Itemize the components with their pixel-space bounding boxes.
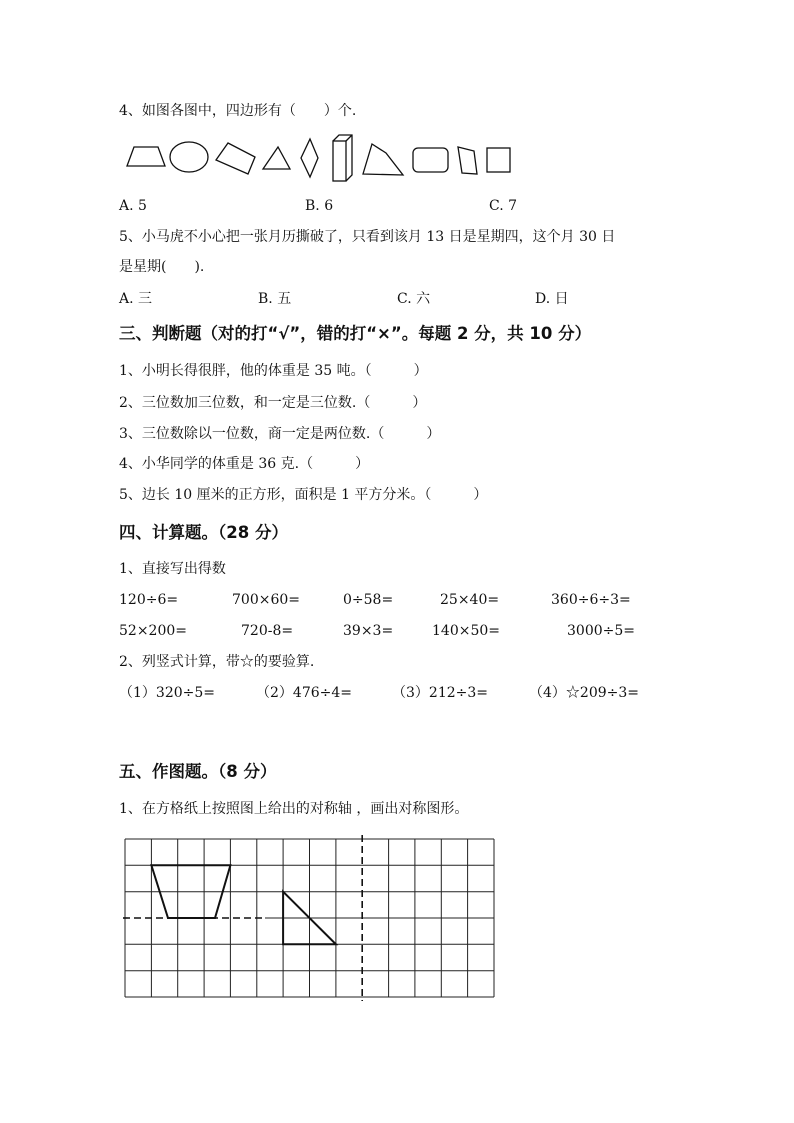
triangle-shape <box>263 147 290 169</box>
section5-heading: 五、作图题。（8 分） <box>119 762 277 781</box>
calc-r1-c2: 700×60= <box>232 592 300 608</box>
trapezoid-shape <box>127 147 165 166</box>
q5-stem-line2: 是星期( ). <box>119 259 205 275</box>
rhombus-shape <box>301 139 318 177</box>
section4-sub1: 1、直接写出得数 <box>119 561 226 577</box>
vertical-calc-2: （2）476÷4= <box>256 685 352 701</box>
section5-sub1: 1、在方格纸上按照图上给出的对称轴 ，画出对称图形。 <box>119 801 469 817</box>
q4-option-b: B. 6 <box>305 198 334 214</box>
vertical-calc-4: （4）☆209÷3= <box>529 685 639 701</box>
calc-r2-c5: 3000÷5= <box>567 623 635 639</box>
q5-stem-line1: 5、小马虎不小心把一张月历撕破了，只看到该月 13 日是星期四，这个月 30 日 <box>119 229 616 245</box>
section4-sub2: 2、列竖式计算，带☆的要验算. <box>119 654 315 670</box>
q5-option-a: A. 三 <box>119 291 153 307</box>
calc-r2-c4: 140×50= <box>432 623 500 639</box>
cuboid-shape <box>333 135 352 181</box>
calc-r2-c2: 720-8= <box>241 623 294 639</box>
section3-item-2: 2、三位数加三位数，和一定是三位数.（ ） <box>119 395 427 411</box>
calc-r1-c1: 120÷6= <box>119 592 179 608</box>
vertical-calc-3: （3）212÷3= <box>392 685 488 701</box>
q5-option-d: D. 日 <box>535 291 569 307</box>
calc-r2-c3: 39×3= <box>343 623 394 639</box>
section3-item-1: 1、小明长得很胖，他的体重是 35 吨。（ ） <box>119 363 428 379</box>
quadrilateral-shape <box>363 144 403 175</box>
section3-item-3: 3、三位数除以一位数，商一定是两位数.（ ） <box>119 426 441 442</box>
section4-heading: 四、计算题。（28 分） <box>119 523 288 542</box>
q4-stem: 4、如图各图中，四边形有（ ）个. <box>119 103 357 119</box>
section3-item-5: 5、边长 10 厘米的正方形，面积是 1 平方分米。（ ） <box>119 487 488 503</box>
q4-shapes-figure <box>124 133 516 183</box>
calc-r1-c5: 360÷6÷3= <box>551 592 631 608</box>
square-shape <box>487 148 510 172</box>
section3-item-4: 4、小华同学的体重是 36 克.（ ） <box>119 456 370 472</box>
calc-r1-c3: 0÷58= <box>343 592 394 608</box>
q4-option-c: C. 7 <box>489 198 518 214</box>
calc-r1-c4: 25×40= <box>440 592 500 608</box>
calc-r2-c1: 52×200= <box>119 623 187 639</box>
parallelogram-shape <box>216 143 255 174</box>
symmetry-grid-figure <box>120 835 500 1005</box>
slanted-quadrilateral-shape <box>458 147 477 174</box>
q4-option-a: A. 5 <box>119 198 147 214</box>
rounded-rectangle-shape <box>413 148 448 172</box>
circle-shape <box>170 142 208 172</box>
section3-heading: 三、判断题（对的打“√”，错的打“×”。每题 2 分，共 10 分） <box>119 324 592 343</box>
q5-option-b: B. 五 <box>258 291 292 307</box>
vertical-calc-1: （1）320÷5= <box>119 685 215 701</box>
q5-option-c: C. 六 <box>397 291 431 307</box>
